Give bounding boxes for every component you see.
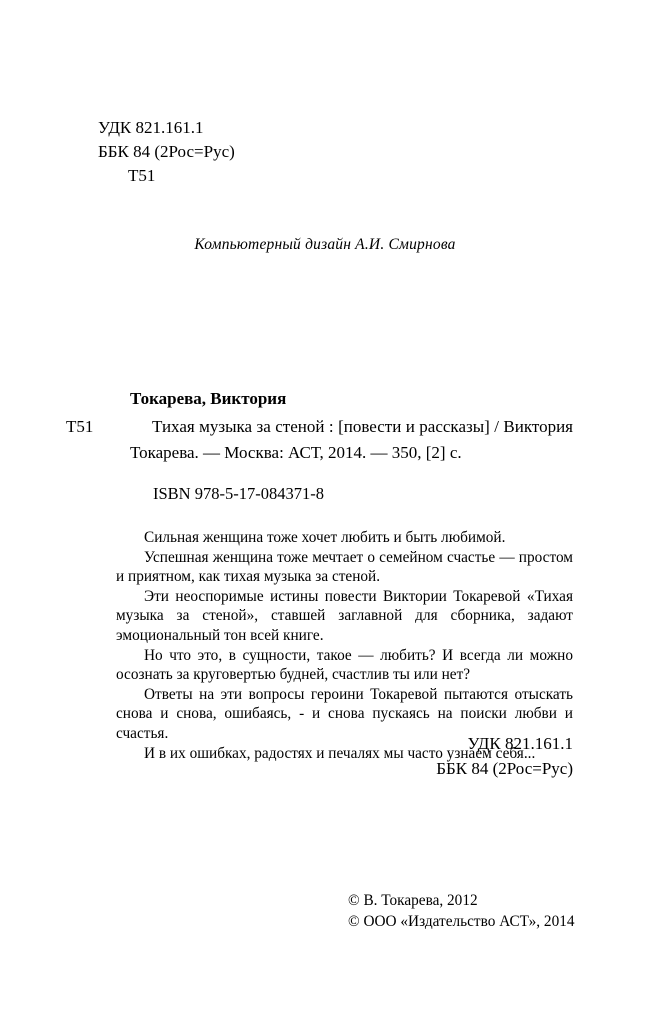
annotation-paragraph: Сильная женщина тоже хочет любить и быть любимой. (144, 529, 506, 546)
copyright-author: © В. Токарева, 2012 (348, 892, 478, 909)
isbn: ISBN 978-5-17-084371-8 (153, 484, 324, 503)
biblio-author: Токарева, Виктория (130, 389, 287, 408)
annotation-paragraph: Успешная женщина тоже мечтает о семейном счастье — простом и приятном, как тихая музыка за стеной. (116, 548, 573, 586)
designer-credit: Компьютерный дизайн А.И. Смирнова (194, 236, 456, 253)
udk-code-bottom: УДК 821.161.1 (467, 734, 573, 753)
udk-code-top: УДК 821.161.1 (98, 118, 204, 137)
biblio-shelfmark: Т51 (66, 417, 94, 436)
annotation-text (116, 528, 573, 763)
copyright-block (348, 890, 575, 932)
annotation-paragraph: Ответы на эти вопросы героини Токаревой пытаются отыскать снова и снова, ошибаясь, - и снова пускаясь на поиски любви и счастья. (116, 685, 573, 742)
shelfmark-top: Т51 (128, 166, 156, 185)
classification-codes-bottom (436, 731, 573, 781)
annotation-paragraph: Но что это, в сущности, такое — любить? И всегда ли можно осознать за круговертью будней, счастлив ты или нет? (116, 646, 573, 684)
biblio-entry (66, 414, 573, 466)
bbk-code-top: ББК 84 (2Рос=Рус) (98, 142, 235, 161)
classification-codes-top (98, 116, 235, 188)
bbk-code-bottom: ББК 84 (2Рос=Рус) (436, 759, 573, 778)
annotation-paragraph: И в их ошибках, радостях и печалях мы часто узнаем себя... (144, 744, 536, 762)
biblio-entry-text: Тихая музыка за стеной : [повести и рассказы] / Виктория Токарева. — Москва: АСТ, 2014. — 350, [2] с. (130, 417, 573, 462)
copyright-publisher: © ООО «Издательство АСТ», 2014 (348, 913, 575, 930)
bibliographic-record (66, 386, 573, 507)
annotation-paragraph: Эти неоспоримые истины повести Виктории Токаревой «Тихая музыка за стеной», ставшей заглавной для сборника, задают эмоциональный тон всей книге. (116, 587, 573, 644)
